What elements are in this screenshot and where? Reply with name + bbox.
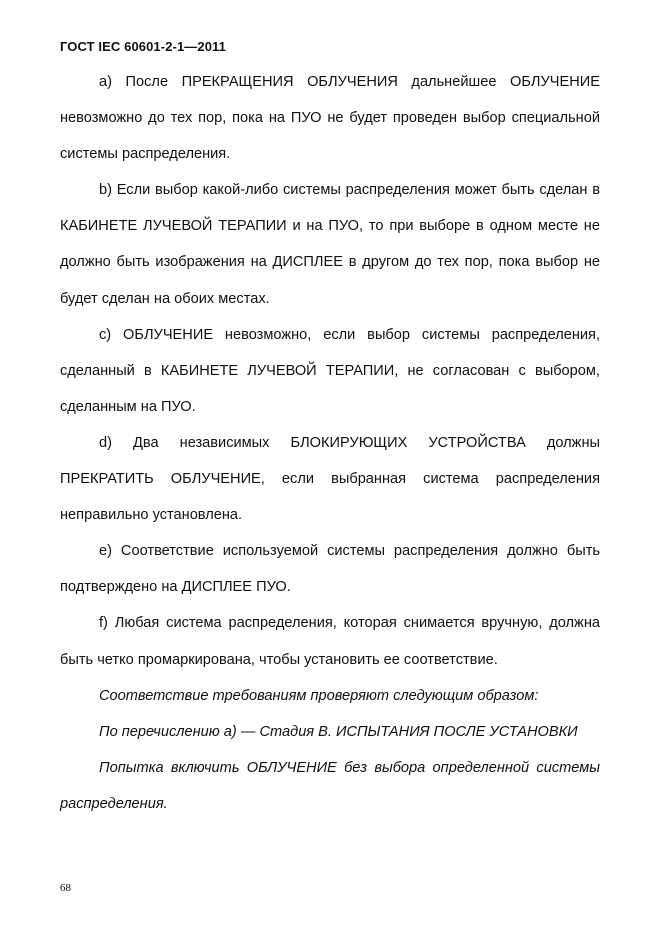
paragraph-d: d) Два независимых БЛОКИРУЮЩИХ УСТРОЙСТВА должны ПРЕКРАТИТЬ ОБЛУЧЕНИЕ, если выбранная система распределения неправильно установлена. <box>60 434 600 524</box>
page-number: 68 <box>60 882 71 894</box>
paragraph-c: c) ОБЛУЧЕНИЕ невозможно, если выбор системы распределения, сделанный в КАБИНЕТЕ ЛУЧЕВОЙ ТЕРАПИИ, не согласован с выбором, сделанным на ПУО. <box>60 326 600 415</box>
paragraph-f: f) Любая система распределения, которая снимается вручную, должна быть четко промаркирована, чтобы установить ее соответствие. <box>60 615 600 668</box>
compliance-test: Попытка включить ОБЛУЧЕНИЕ без выбора определенной системы распределения. <box>60 759 600 812</box>
paragraph-e: e) Соответствие используемой системы распределения должно быть подтверждено на ДИСПЛЕЕ ПУО. <box>60 543 600 596</box>
paragraph-b: b) Если выбор какой-либо системы распределения может быть сделан в КАБИНЕТЕ ЛУЧЕВОЙ ТЕРАПИИ и на ПУО, то при выборе в одном месте не должно быть изображения на ДИСПЛЕЕ в другом до тех пор, пока выбор не будет сделан на обоих местах. <box>60 182 600 307</box>
document-header: ГОСТ IEC 60601-2-1—2011 <box>60 39 226 54</box>
paragraph-a: а) После ПРЕКРАЩЕНИЯ ОБЛУЧЕНИЯ дальнейшее ОБЛУЧЕНИЕ невозможно до тех пор, пока на ПУО не будет проведен выбор специальной системы распределения. <box>60 74 600 163</box>
compliance-item-a: По перечислению а) — Стадия В. ИСПЫТАНИЯ ПОСЛЕ УСТАНОВКИ <box>99 723 578 740</box>
document-body <box>60 64 600 822</box>
compliance-intro: Соответствие требованиям проверяют следующим образом: <box>99 687 539 704</box>
